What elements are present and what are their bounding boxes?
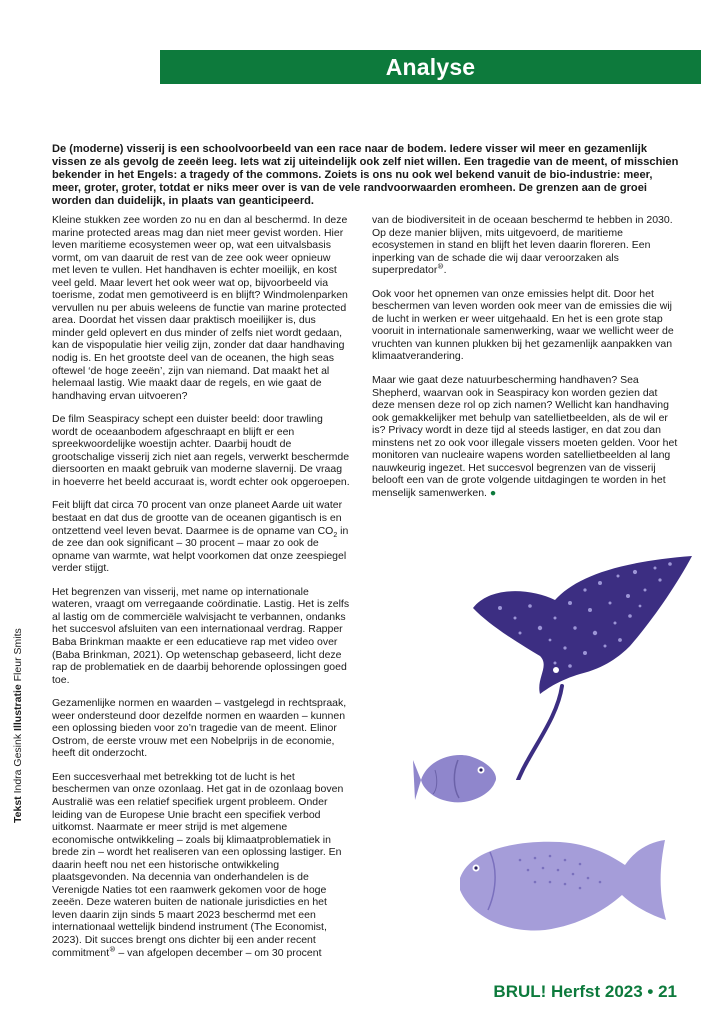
small-fish-body (421, 755, 496, 802)
credits (12, 628, 24, 823)
ray-body (473, 556, 692, 694)
paragraph: Kleine stukken zee worden zo nu en dan al beschermd. In deze marine protected areas mag dan niet meer gevist worden. Hier leven maritieme ecosystemen weer op, wat een uitvalsbasis vormt, om van daaruit de rest van de zee ook weer opnieuw met leven te vullen. Het handhaven is echter moeilijk, en kost veel geld. Maar levert het ook weer wat op, bijvoorbeeld via toerisme, zodat men gemotiveerd is en blijft? Windmolenparken vervullen nu per abuis weleens de functie van marine protected area. Doordat het vissen daar praktisch moeilijker is, dus minder geld oplevert en dus minder of zelfs niet wordt gedaan, kan de vispopulatie hier veilig zijn, zonder dat daar handhaving nodig is. En het grootste deel van de oceanen, the high seas oftewel ‘de hoge zeeën’, zijn van niemand. Dat maakt het al helemaal lastig. Wie maakt daar de regels, en wie gaat de handhaving ervan uitvoeren? (52, 214, 348, 402)
paragraph-text: . (443, 264, 447, 277)
ray-eye (553, 667, 559, 673)
paragraph (52, 771, 350, 959)
paragraph-text: Een succesverhaal met betrekking tot de lucht is het beschermen van onze ozonlaag. Het gat in de ozonlaag boven Australië was een relatief specifiek urgent probleem. Onder leiding van de Europese Unie bracht een specifiek verbod uitkomst. Naarmate er meer strijd is met algemene economische ontwikkeling – zoals bij klimaatproblematiek in brede zin – wordt het realiseren van een oplossing lastiger. En daarin heeft nou net een historische ontwikkeling plaatsgevonden. Na decennia van onderhandelen is de Verenigde Naties tot een raamwerk gekomen voor de hoge zeeën. Deze wateren buiten de nationale jurisdicties en het leven daarin zijn sinds 5 maart 2023 beschermd met een internationaal wettelijk bindend instrument (The Economist, 2023). Dit succes brengt ons dichter bij een ander recent commitment (52, 770, 344, 959)
paragraph-text: – van afgelopen december – om 30 procent (115, 946, 322, 959)
credit-text-label: Tekst (12, 796, 24, 823)
paragraph: De film Seaspiracy schept een duister beeld: door trawling wordt de oceaanbodem afgeschraapt en blijft er een spreekwoordelijke woestijn achter. Daarbij houdt de grootschalige visserij zich niet aan regels, verwerkt beschermde diersoorten en maakt gebruik van moderne slavernij. De vraag in hoeverre het beeld accuraat is, wordt echter ook opgeroepen. (52, 413, 350, 488)
lead-paragraph: De (moderne) visserij is een schoolvoorbeeld van een race naar de bodem. Iedere visser wil meer en gezamenlijk vissen ze als gevolg de zeeën leeg. Iets wat zij uiteindelijk ook zelf niet willen. Een tragedie van de meent, of misschien bekender in het Engels: a tragedy of the commons. Zoiets is ons nu ook wel bekend vanuit de bio-industrie: meer, meer, groter, groter, totdat er niks meer over is van de vele randvoorwaarden eromheen. De grenzen aan de groei worden dan duidelijk, in plaats van geanticipeerd. (52, 143, 679, 207)
footnote-marker: ⑩ (437, 263, 444, 271)
paragraph-text: Feit blijft dat circa 70 procent van onze planeet Aarde uit water bestaat en dat dus de grootte van de oceanen gigantisch is en ontzettend veel leven bevat. Daarmee is de opname van CO (52, 499, 343, 537)
article-column-right (372, 214, 678, 510)
footnote-marker: ⑩ (109, 946, 116, 954)
ray-tail (518, 686, 562, 780)
section-title: Analyse (385, 54, 476, 80)
paragraph (52, 499, 350, 574)
paragraph: Ook voor het opnemen van onze emissies helpt dit. Door het beschermen van leven worden ook meer van de emissies die wij de lucht in werken er weer uitgehaald. En het is een grote stap vooruit in internationale samenwerking, waar we wellicht weer de vruchten van kunnen plukken bij het gezamenlijk aanpakken van klimaatverandering. (372, 287, 674, 363)
credit-illustration-label: Illustratie (12, 684, 24, 731)
credit-illustration-name: Fleur Smits (12, 628, 24, 682)
subscript: 2 (333, 531, 338, 539)
small-fish-illustration (413, 750, 499, 808)
large-fish-illustration (460, 830, 670, 940)
paragraph-text: van de biodiversiteit in de oceaan beschermd te hebben in 2030. Op deze manier blijven, mits uitgevoerd, de maritieme ecosystemen in stand en blijft het leven daarin floreren. Een inperking van de schade die wij daar veroorzaken als superpredator (372, 214, 673, 277)
manta-ray-illustration (470, 548, 700, 780)
section-header (160, 50, 701, 84)
article-column-left (52, 214, 350, 970)
page-footer: BRUL! Herfst 2023 • 21 (493, 982, 677, 1001)
paragraph-text: in de zee dan ook significant – 30 procent – maar zo ook de opname van warmte, wat helpt voorkomen dat onze zeespiegel verder stijgt. (52, 524, 349, 575)
paragraph: Het begrenzen van visserij, met name op internationale wateren, vraagt om verregaande coördinatie. Lastig. Het is zelfs al lastig om de commerciële walvisjacht te verbannen, ondanks het succesvol afsluiten van een internationaal verdrag. Rapper Baba Brinkman maakte er een educatieve rap met video over (Baba Brinkman, 2021). Op wetenschap gebaseerd, licht deze rap de problematiek en de daarbij behorende oplossingen goed toe. (52, 585, 350, 686)
end-mark-icon: ● (489, 486, 497, 499)
credit-text-name: Indra Gesink (12, 733, 24, 794)
small-fish-tail (413, 760, 421, 800)
paragraph (372, 374, 678, 499)
paragraph (372, 214, 678, 277)
paragraph: Gezamenlijke normen en waarden – vastgelegd in rechtspraak, weer ondersteund door dezelfde normen en waarden – kunnen een oplossing bieden voor zo’n tragedie van de meent. Elinor Ostrom, de eerste vrouw met een Nobelprijs in de economie, heeft dit onderzocht. (52, 697, 347, 760)
paragraph-text: Maar wie gaat deze natuurbescherming handhaven? Sea Shepherd, waarvan ook in Seaspiracy kon worden gezien dat deze mensen deze rol op zich namen? Wellicht kan handhaving ook gemakkelijker met behulp van satellietbeelden, als de wil er is? Privacy wordt in deze tijd al steeds lastiger, en dat zou dan minstens net zo ook voor illegale vissers moeten gelden. Voor het monitoren van nucleaire wapens worden satellietbeelden al lang nauwkeurig ingezet. Het succesvol begrenzen van de visserij belooft een van de grote volgende uitdagingen te worden in het menselijk samenwerken. (372, 374, 678, 499)
